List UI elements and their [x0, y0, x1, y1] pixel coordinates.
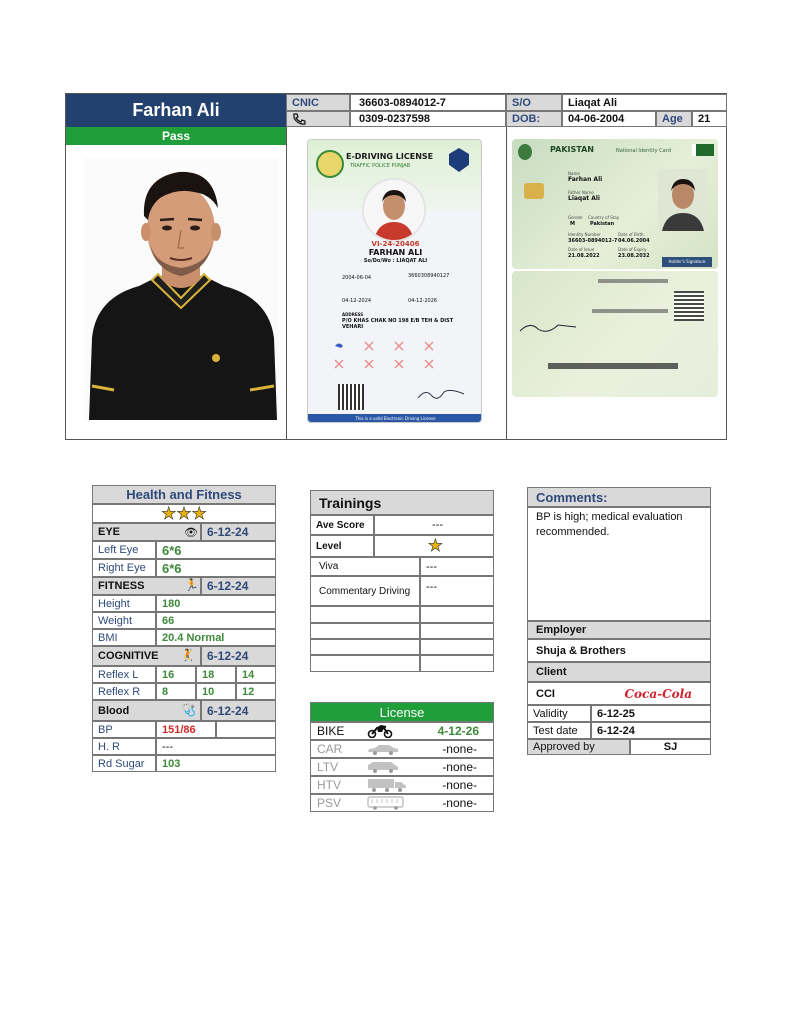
license-value: -none- — [442, 778, 477, 792]
sugar-label: Rd Sugar — [92, 755, 156, 772]
so-label: S/O — [506, 94, 562, 111]
id-sig-label: Holder's Signature — [662, 257, 712, 267]
fitness-test-date: 6-12-24 — [201, 577, 276, 595]
commentary-driving-label: Commentary Driving — [310, 576, 420, 606]
id-issue-label: Date of Issue — [568, 247, 595, 252]
id-back-qr-code — [674, 291, 704, 321]
employer-label: Employer — [527, 621, 711, 639]
cnic-label: CNIC — [286, 94, 350, 111]
license-row-psv — [310, 794, 494, 812]
sugar-value: 103 — [156, 755, 276, 772]
health-star-rating: ★★★ — [92, 504, 276, 523]
id-name-label: Name — [568, 171, 580, 176]
license-holder-name: FARHAN ALI — [368, 248, 423, 257]
pass-status-badge: Pass — [66, 127, 286, 145]
license-title: License — [310, 702, 494, 722]
trainings-title: Trainings — [310, 490, 494, 515]
candidate-photo — [84, 158, 279, 420]
id-card-subtitle: National Identity Card — [616, 148, 671, 154]
id-back-urdu-text — [548, 363, 678, 369]
reflex-l-3: 14 — [236, 666, 276, 683]
id-number-label: Identity Number — [568, 232, 601, 237]
id-issue: 21.08.2022 — [568, 253, 600, 259]
license-relation: So/Do/Wo : LIAQAT ALI — [363, 258, 428, 264]
viva-value: --- — [420, 557, 494, 576]
height-label: Height — [92, 595, 156, 612]
id-chip-icon — [524, 183, 544, 199]
id-back-signature — [518, 321, 578, 335]
client-row — [527, 682, 711, 705]
validity-label: Validity — [527, 705, 591, 722]
left-eye-label: Left Eye — [92, 541, 156, 559]
license-signature — [416, 386, 466, 402]
id-dob-label: Date of Birth — [618, 232, 644, 237]
pakistan-flag-icon — [692, 144, 714, 156]
hr-value: --- — [156, 738, 276, 755]
license-type: BIKE — [317, 724, 345, 738]
right-eye-value: 6*6 — [156, 559, 276, 577]
eye-test-icon: 👁 — [184, 527, 198, 539]
truck-icon — [367, 778, 407, 792]
license-cnic: 3660308940127 — [408, 273, 450, 279]
phone-value: 0309-0237598 — [350, 111, 506, 127]
license-title: E-DRIVING LICENSE — [346, 152, 434, 161]
test-date-value: 6-12-24 — [591, 722, 711, 739]
phone-icon — [292, 113, 306, 125]
left-eye-value: 6*6 — [156, 541, 276, 559]
training-empty-row — [420, 639, 494, 655]
license-row-htv — [310, 776, 494, 794]
phone-label — [286, 111, 350, 127]
bp-value: 151/86 — [156, 721, 216, 738]
license-type: LTV — [317, 760, 339, 774]
cognitive-section-label: COGNITIVE — [92, 646, 201, 666]
dob-value: 04-06-2004 — [562, 111, 656, 127]
license-footer: This is a valid Electronic Driving License — [308, 414, 482, 423]
license-value: -none- — [442, 742, 477, 756]
approved-by-label: Approved by — [527, 739, 630, 755]
bus-icon — [367, 796, 405, 810]
license-row-car — [310, 740, 494, 758]
employer-value: Shuja & Brothers — [527, 639, 711, 662]
id-back-urdu-text — [592, 309, 668, 313]
license-address-label: ADDRESS — [342, 312, 364, 317]
id-gender-label: Gender — [568, 215, 583, 220]
ave-score-value: --- — [374, 515, 494, 535]
comments-title: Comments: — [527, 487, 711, 507]
id-country: Pakistan — [590, 221, 615, 227]
reflex-r-1: 8 — [156, 683, 196, 700]
license-categories-grid — [333, 338, 463, 378]
training-empty-row — [310, 606, 420, 623]
reflex-r-3: 12 — [236, 683, 276, 700]
reflex-l-label: Reflex L — [92, 666, 156, 683]
id-number: 36603-0894012-7 — [568, 238, 618, 244]
divider — [286, 127, 287, 440]
client-value: CCI — [536, 687, 555, 700]
license-address: P/O KHAS CHAK NO 198 E/B TEH & DIST VEHARI — [342, 318, 454, 330]
pakistan-emblem-icon — [518, 144, 532, 160]
license-type: PSV — [317, 796, 342, 810]
license-type: HTV — [317, 778, 341, 792]
training-empty-row — [310, 639, 420, 655]
id-expiry: 23.08.2032 — [618, 253, 650, 259]
father-name: Liaqat Ali — [562, 94, 727, 111]
license-dob: 2004-06-04 — [342, 275, 372, 281]
license-row-ltv — [310, 758, 494, 776]
blood-section-label: Blood — [92, 700, 201, 721]
id-card-title: PAKISTAN — [550, 145, 594, 154]
license-type: CAR — [317, 742, 343, 756]
license-row-bike — [310, 722, 494, 740]
test-date-label: Test date — [527, 722, 591, 739]
eye-section-label: EYE — [92, 523, 201, 541]
age-label: Age — [656, 111, 692, 127]
dob-label: DOB: — [506, 111, 562, 127]
id-gender: M — [570, 221, 575, 227]
id-country-label: Country of Stay — [588, 215, 620, 220]
id-back-urdu-text — [598, 279, 668, 283]
license-issue-date: 04-12-2024 — [342, 298, 372, 304]
training-empty-row — [310, 623, 420, 639]
car-icon — [367, 743, 399, 755]
blood-test-date: 6-12-24 — [201, 700, 276, 721]
license-expiry-date: 04-12-2026 — [408, 298, 438, 304]
weight-label: Weight — [92, 612, 156, 629]
reflex-r-2: 10 — [196, 683, 236, 700]
viva-label: Viva — [310, 557, 420, 576]
blood-pressure-icon: 🩺 — [181, 703, 196, 717]
height-value: 180 — [156, 595, 276, 612]
license-subtitle: TRAFFIC POLICE PUNJAB — [350, 163, 411, 169]
bmi-label: BMI — [92, 629, 156, 646]
reflex-r-label: Reflex R — [92, 683, 156, 700]
driving-license-image — [307, 139, 482, 423]
fitness-section-label: FITNESS — [92, 577, 201, 595]
bp-label: BP — [92, 721, 156, 738]
comments-box — [527, 507, 711, 621]
id-father-label: Father Name — [568, 190, 594, 195]
national-id-card-back — [512, 271, 718, 397]
right-eye-label: Right Eye — [92, 559, 156, 577]
eye-test-date: 6-12-24 — [201, 523, 276, 541]
van-icon — [367, 761, 399, 773]
license-holder-photo — [362, 178, 426, 242]
training-empty-row — [420, 655, 494, 672]
weight-value: 66 — [156, 612, 276, 629]
running-icon: 🏃 — [184, 578, 199, 592]
divider — [506, 127, 507, 440]
hr-label: H. R — [92, 738, 156, 755]
training-empty-row — [420, 623, 494, 639]
bmi-value: 20.4 Normal — [156, 629, 276, 646]
candidate-name: Farhan Ali — [66, 94, 286, 127]
cnic-value: 36603-0894012-7 — [350, 94, 506, 111]
validity-value: 6-12-25 — [591, 705, 711, 722]
motorbike-icon — [367, 724, 393, 738]
reflex-l-2: 18 — [196, 666, 236, 683]
bp-extra — [216, 721, 276, 738]
id-expiry-label: Date of Expiry — [618, 247, 647, 252]
level-label: Level — [310, 535, 374, 557]
level-star-rating: ★ — [374, 535, 494, 557]
ave-score-label: Ave Score — [310, 515, 374, 535]
license-expiry: 4-12-26 — [437, 724, 479, 738]
id-name: Farhan Ali — [568, 176, 603, 183]
age-value: 21 — [692, 111, 727, 127]
approved-by-value: SJ — [630, 739, 711, 755]
health-title: Health and Fitness — [92, 485, 276, 504]
national-id-card-front — [512, 139, 718, 269]
license-value: -none- — [442, 796, 477, 810]
reflex-test-icon: 🤾 — [180, 648, 195, 662]
license-number: VI-24-20406 — [371, 240, 420, 248]
id-holder-photo — [658, 169, 708, 231]
license-qr-code — [338, 384, 364, 410]
id-father: Liaqat Ali — [568, 195, 600, 202]
cognitive-test-date: 6-12-24 — [201, 646, 276, 666]
id-dob: 04.06.2004 — [618, 238, 650, 244]
coca-cola-logo: Coca-Cola — [624, 686, 692, 701]
training-empty-row — [310, 655, 420, 672]
commentary-driving-value: --- — [420, 576, 494, 606]
training-empty-row — [420, 606, 494, 623]
reflex-l-1: 16 — [156, 666, 196, 683]
license-value: -none- — [442, 760, 477, 774]
client-label: Client — [527, 662, 711, 682]
comments-text: BP is high; medical evaluation recommended. — [536, 511, 683, 539]
punjab-emblem-icon — [316, 150, 344, 178]
